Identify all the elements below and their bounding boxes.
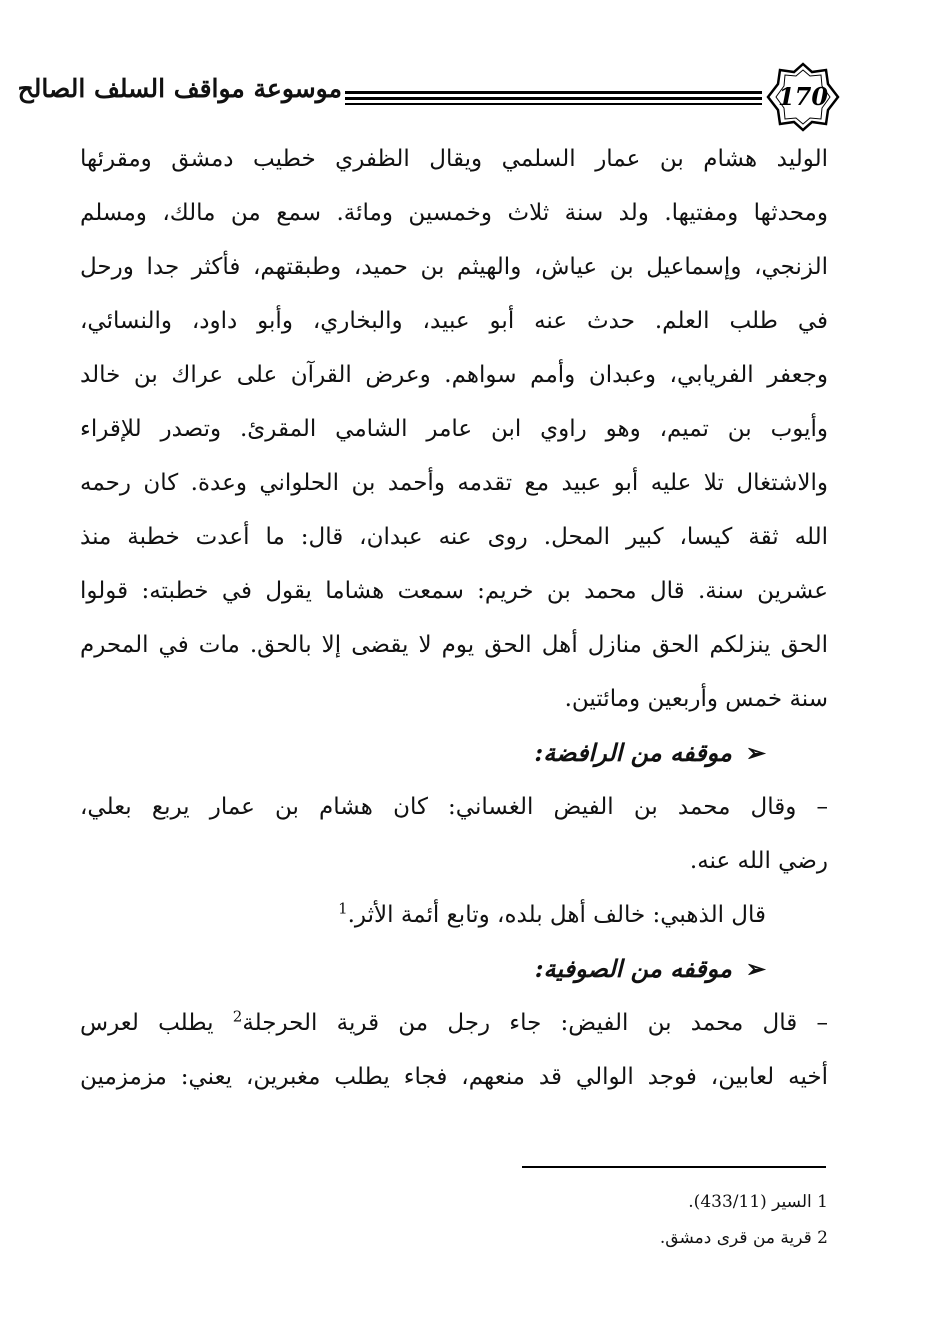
page-header [17, 62, 840, 132]
footnote-number: 1 [817, 1192, 828, 1212]
text-line: أخيه لعابين، فوجد الوالي قد منعهم، فجاء يطلب مغبرين، يعني: مزمزمين [80, 1064, 828, 1090]
footnote-divider [522, 1166, 826, 1168]
section-heading-text: موقفه من الصوفية: [534, 954, 732, 983]
quote-line [80, 888, 828, 942]
page-number: 170 [777, 82, 829, 111]
text-line: عشرين سنة. قال محمد بن خريم: سمعت هشاما يقول في خطبته: قولوا [80, 578, 828, 604]
footnote-ref: 2 [232, 1007, 243, 1026]
text-line: الله ثقة كيسا، كبير المحل. روى عنه عبدان، قال: ما أعدت خطبة منذ [80, 524, 828, 550]
footnote-text: قرية من قرى دمشق. [659, 1228, 812, 1248]
text-line: وأيوب بن تميم، وهو راوي ابن عامر الشامي المقرئ. وتصدر للإقراء [80, 416, 828, 442]
section-heading-text: موقفه من الرافضة: [534, 738, 732, 767]
text-line: الوليد هشام بن عمار السلمي ويقال الظفري خطيب دمشق ومقرئها [80, 146, 828, 172]
footnote-text: السير (433/11). [688, 1192, 812, 1212]
text-line: الحق ينزلكم الحق منازل أهل الحق يوم لا يقضى إلا بالحق. مات في المحرم [80, 632, 828, 658]
text-line [80, 996, 828, 1050]
header-rule [345, 103, 762, 105]
section-heading-rafida [80, 726, 828, 780]
footnote-number: 2 [817, 1228, 828, 1248]
quote-text: قال الذهبي: خالف أهل بلده، وتابع أئمة الأثر. [347, 902, 766, 928]
header-rule [345, 97, 762, 100]
text-line: في طلب العلم. حدث عنه أبو عبيد، والبخاري، وأبو داود، والنسائي، [80, 308, 828, 334]
text-line: ومحدثها ومفتيها. ولد سنة ثلاث وخمسين ومائة. سمع من مالك، ومسلم [80, 200, 828, 226]
footnote [80, 1184, 828, 1220]
text-line: – وقال محمد بن الفيض الغساني: كان هشام بن عمار يربع بعلي، [80, 794, 828, 820]
series-title: موسوعة مواقف السلف الصالح [17, 74, 342, 103]
text-line: والاشتغال تلا عليه أبو عبيد مع تقدمه وأحمد بن الحلواني وعدة. كان رحمه [80, 470, 828, 496]
text-line: الزنجي، وإسماعيل بن عياش، والهيثم بن حميد، وطبقتهم، فأكثر جدا ورحل [80, 254, 828, 280]
text-line: وجعفر الفريابي، وعبدان وأمم سواهم. وعرض القرآن على عراك بن خالد [80, 362, 828, 388]
footnote [80, 1220, 828, 1256]
section-heading-sufiyya [80, 942, 828, 996]
text-line: سنة خمس وأربعين ومائتين. [564, 686, 828, 712]
arrow-bullet-icon: ➢ [745, 738, 766, 767]
footnote-ref: 1 [338, 899, 348, 918]
footnotes [80, 1184, 828, 1256]
text-run: يطلب لعرس [80, 1010, 233, 1036]
body-text [80, 132, 828, 1104]
text-run: – قال محمد بن الفيض: جاء رجل من قرية الحرجلة [242, 1010, 828, 1036]
text-line: رضي الله عنه. [689, 848, 828, 874]
arrow-bullet-icon: ➢ [745, 954, 766, 983]
header-rule [345, 91, 762, 94]
page-number-badge [766, 62, 840, 132]
